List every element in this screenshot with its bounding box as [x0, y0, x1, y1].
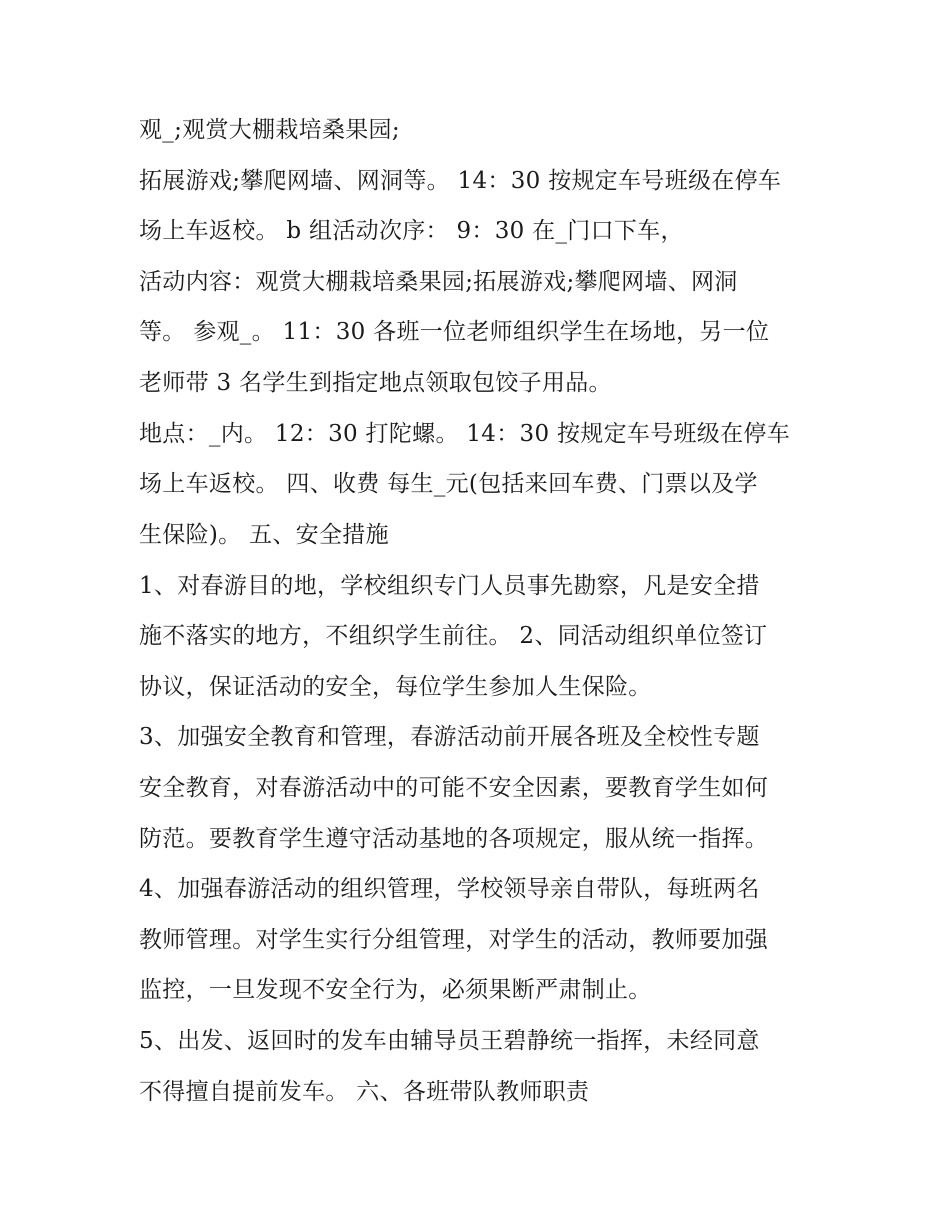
text-line: 5、出发、返回时的发车由辅导员王碧静统一指挥，未经同意 — [139, 1028, 760, 1054]
text-line: 防范。要教育学生遵守活动基地的各项规定，服从统一指挥。 — [139, 826, 769, 852]
text-line: 1、对春游目的地，学校组织专门人员事先勘察，凡是安全措 — [139, 573, 760, 599]
text-line: 监控，一旦发现不安全行为，必须果断严肃制止。 — [139, 977, 652, 1003]
text-line: 3、加强安全教育和管理，春游活动前开展各班及全校性专题 — [139, 724, 760, 750]
text-line: 场上车返校。 b 组活动次序： 9：30 在_门口下车， — [139, 218, 684, 244]
text-line: 老师带 3 名学生到指定地点领取包饺子用品。 — [139, 370, 612, 396]
text-line: 场上车返校。 四、收费 每生_元(包括来回车费、门票以及学 — [139, 471, 758, 497]
text-line: 观_;观赏大棚栽培桑果园; — [139, 117, 400, 143]
text-line: 地点：_内。 12：30 打陀螺。 14：30 按规定车号班级在停车 — [139, 421, 791, 447]
text-line: 生保险)。 五、安全措施 — [139, 522, 389, 548]
text-line: 等。 参观_。 11：30 各班一位老师组织学生在场地，另一位 — [139, 319, 770, 345]
text-line: 协议，保证活动的安全，每位学生参加人生保险。 — [139, 674, 652, 700]
text-line: 拓展游戏;攀爬网墙、网洞等。 14：30 按规定车号班级在停车 — [139, 168, 782, 194]
text-line: 安全教育，对春游活动中的可能不安全因素，要教育学生如何 — [139, 775, 769, 801]
text-line: 活动内容：观赏大棚栽培桑果园;拓展游戏;攀爬网墙、网洞 — [139, 269, 738, 295]
text-line: 教师管理。对学生实行分组管理，对学生的活动，教师要加强 — [139, 927, 769, 953]
text-line: 不得擅自提前发车。 六、各班带队教师职责 — [139, 1079, 590, 1105]
text-line: 施不落实的地方，不组织学生前往。 2、同活动组织单位签订 — [139, 623, 768, 649]
text-line: 4、加强春游活动的组织管理，学校领导亲自带队，每班两名 — [139, 876, 760, 902]
